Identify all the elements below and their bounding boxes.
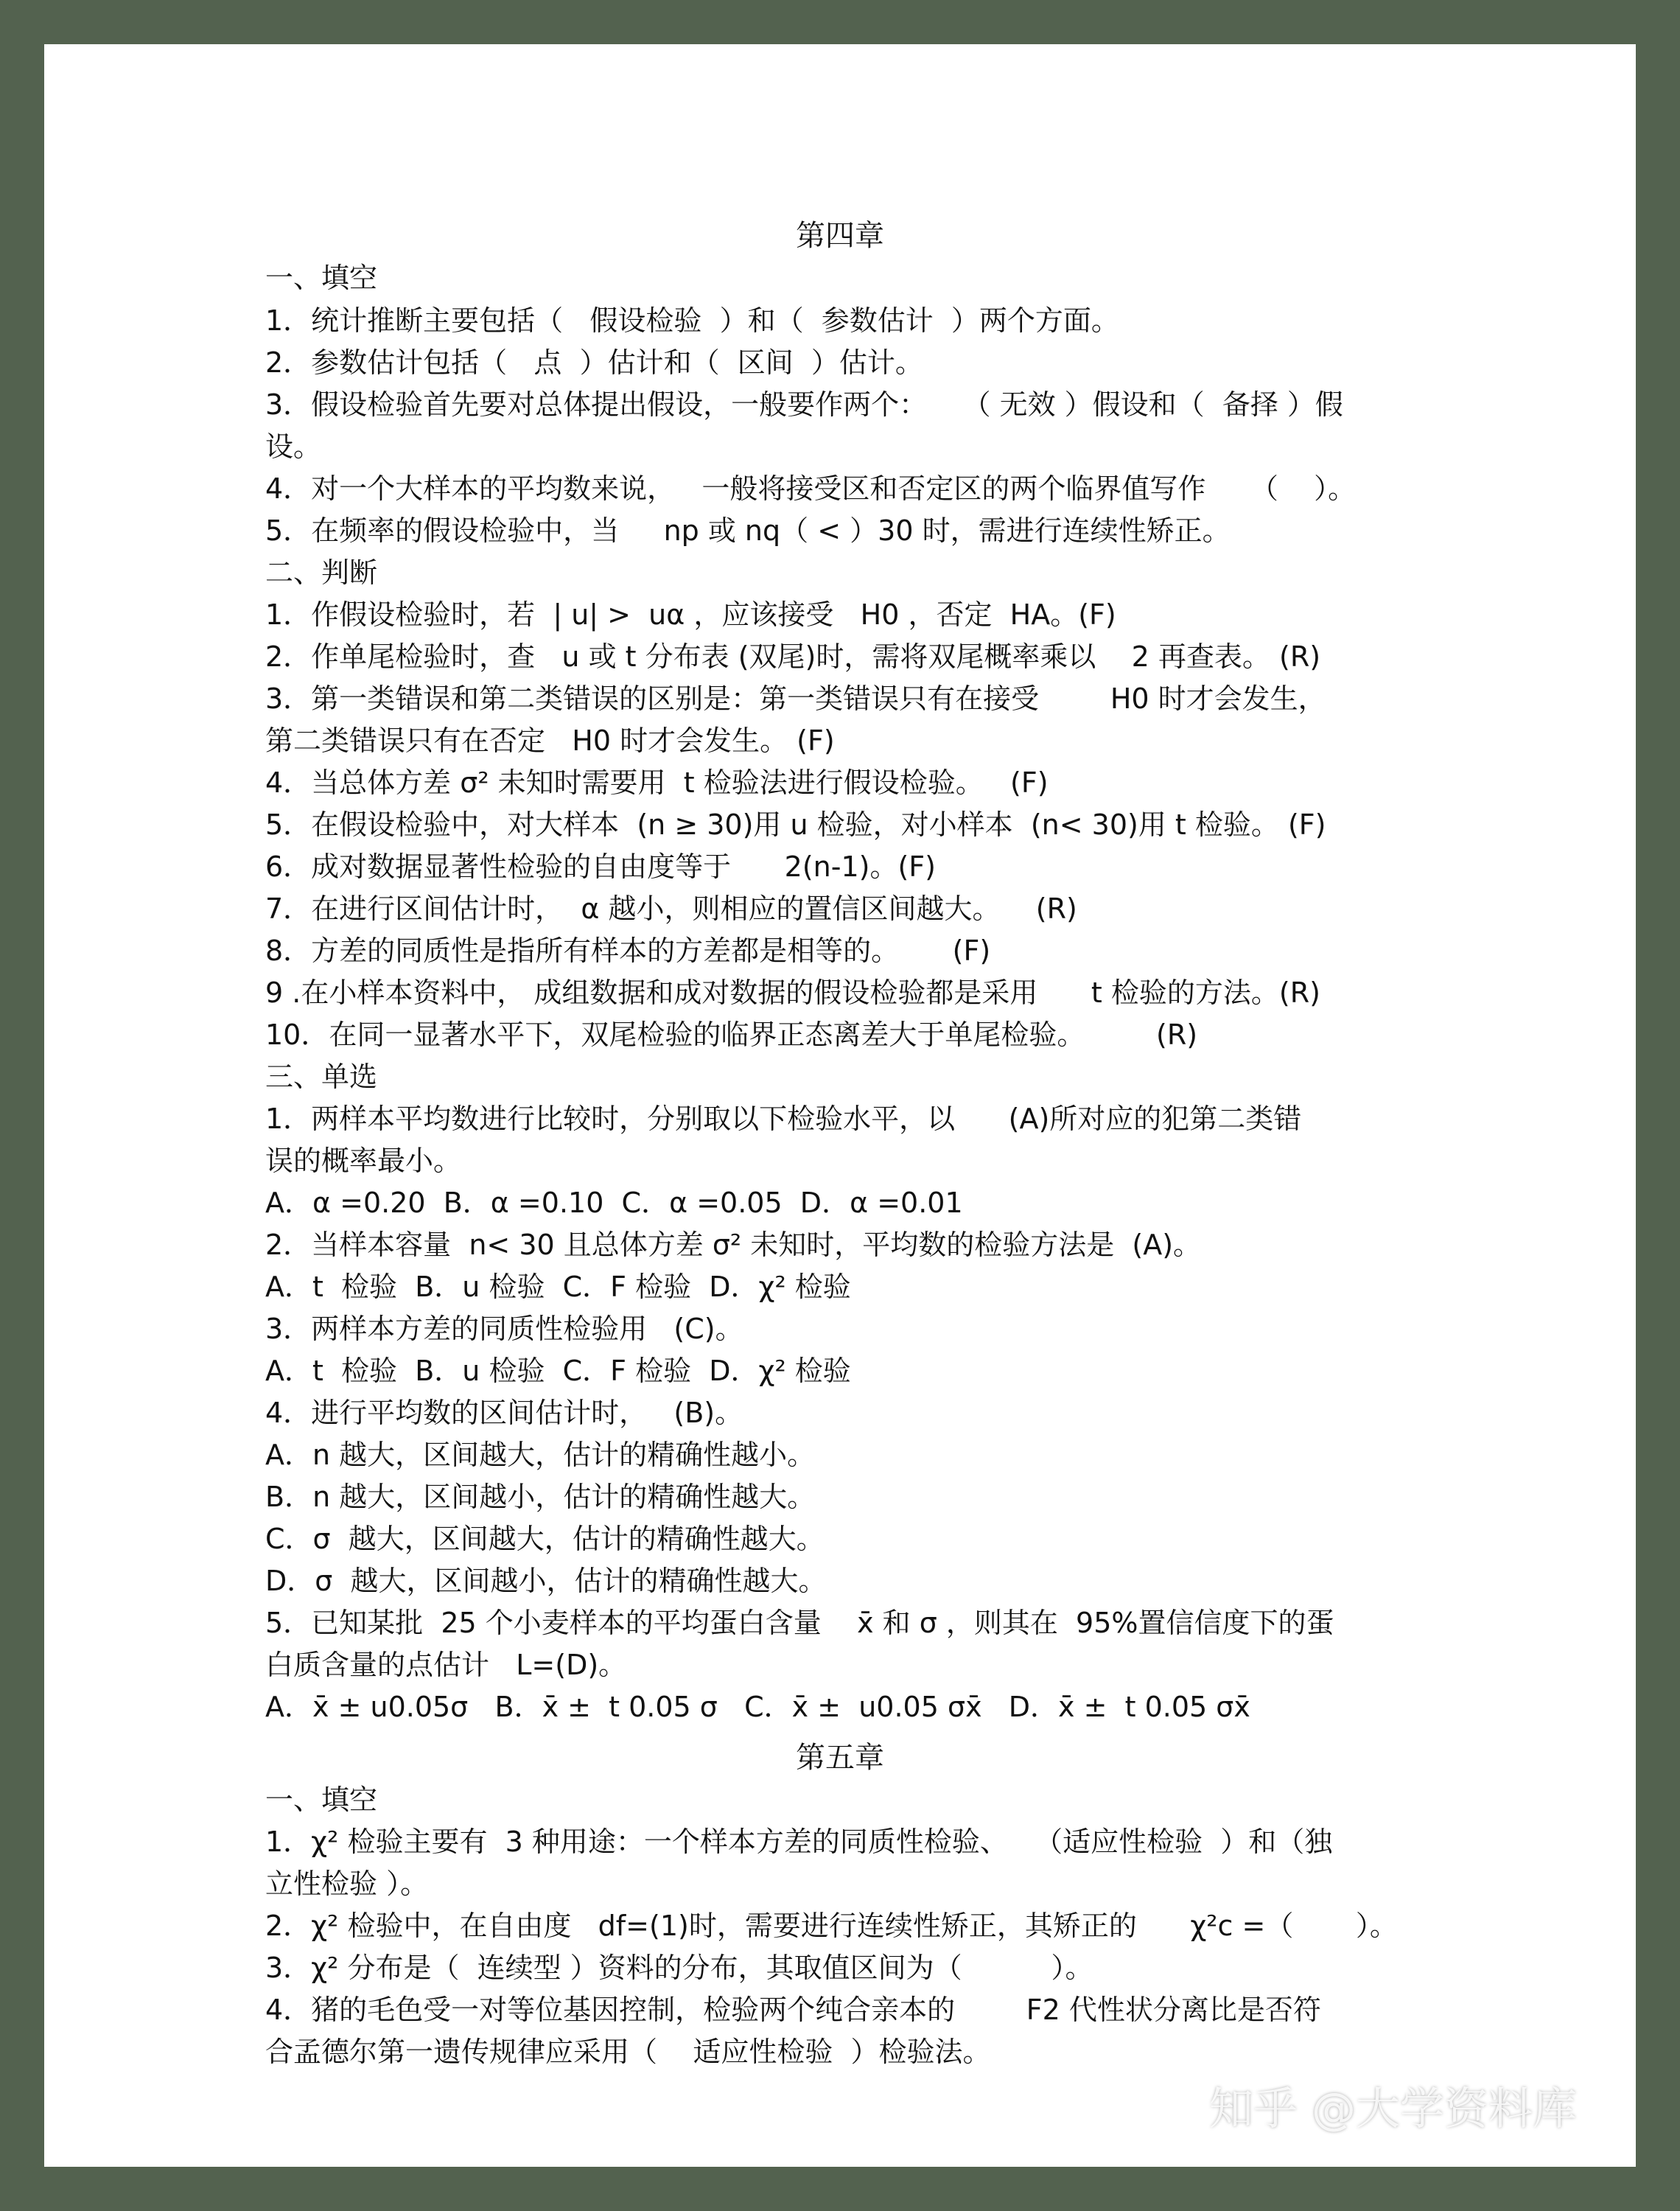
- ch4-choice-4-b: B．n 越大，区间越小，估计的精确性越大。: [265, 1481, 816, 1513]
- ch4-choice-heading: 三、单选: [265, 1061, 378, 1093]
- ch5-fill-3: 3．χ² 分布是（ 连续型 ）资料的分布，其取值区间为（ ）。: [265, 1952, 1093, 1984]
- ch5-fill-4-cont: 合孟德尔第一遗传规律应采用（ 适应性检验 ）检验法。: [265, 2036, 991, 2068]
- watermark-text: 知乎 @大学资料库: [1208, 2083, 1577, 2135]
- ch4-judge-3: 3．第一类错误和第二类错误的区别是：第一类错误只有在接受 H0 时才会发生，: [265, 682, 1326, 715]
- ch5-fill-1: 1．χ² 检验主要有 3 种用途：一个样本方差的同质性检验、 （适应性检验 ）和（独: [265, 1826, 1333, 1858]
- ch5-fill-heading: 一、填空: [265, 1784, 378, 1816]
- ch4-choice-1-cont: 误的概率最小。: [265, 1145, 462, 1177]
- ch4-choice-5: 5．已知某批 25 个小麦样本的平均蛋白含量 x̄ 和 σ ，则其在 95%置信信度下的蛋: [265, 1607, 1334, 1639]
- ch4-fill-3-cont: 设。: [265, 430, 322, 463]
- ch5-fill-2: 2．χ² 检验中，在自由度 df=(1)时，需要进行连续性矫正，其矫正的 χ²c =（ ）。: [265, 1910, 1398, 1942]
- ch4-judge-heading: 二、判断: [265, 556, 378, 589]
- document-page: [44, 44, 1636, 2167]
- ch4-judge-4: 4．当总体方差 σ² 未知时需要用 t 检验法进行假设检验。 (F): [265, 766, 1049, 799]
- ch4-judge-6: 6．成对数据显著性检验的自由度等于 2(n-1)。(F): [265, 850, 936, 883]
- ch4-judge-2: 2．作单尾检验时，查 u 或 t 分布表 (双尾)时，需将双尾概率乘以 2 再查表。 (R): [265, 640, 1321, 673]
- ch4-judge-9: 9 .在小样本资料中， 成组数据和成对数据的假设检验都是采用 t 检验的方法。(R): [265, 977, 1320, 1009]
- ch4-judge-3-cont: 第二类错误只有在否定 H0 时才会发生。 (F): [265, 724, 835, 757]
- ch5-fill-1-cont: 立性检验 ）。: [265, 1868, 429, 1900]
- ch4-choice-1: 1．两样本平均数进行比较时，分别取以下检验水平，以 (A)所对应的犯第二类错: [265, 1103, 1302, 1135]
- chapter-4-title: 第四章: [796, 219, 884, 253]
- ch4-fill-3: 3．假设检验首先要对总体提出假设，一般要作两个： （ 无效 ）假设和（ 备择 ）假: [265, 388, 1343, 421]
- ch4-fill-4: 4．对一个大样本的平均数来说， 一般将接受区和否定区的两个临界值写作 （ ）。: [265, 472, 1357, 505]
- ch4-choice-3-options: A．t 检验 B．u 检验 C．F 检验 D．χ² 检验: [265, 1355, 851, 1387]
- ch4-choice-3: 3．两样本方差的同质性检验用 (C)。: [265, 1313, 743, 1345]
- ch4-choice-2: 2．当样本容量 n< 30 且总体方差 σ² 未知时，平均数的检验方法是 (A)。: [265, 1229, 1202, 1261]
- ch4-fill-1: 1．统计推断主要包括（ 假设检验 ）和（ 参数估计 ）两个方面。: [265, 304, 1119, 337]
- ch4-choice-2-options: A．t 检验 B．u 检验 C．F 检验 D．χ² 检验: [265, 1271, 851, 1303]
- ch4-choice-4: 4．进行平均数的区间估计时， (B)。: [265, 1397, 743, 1429]
- ch4-fill-heading: 一、填空: [265, 262, 378, 294]
- ch4-judge-10: 10．在同一显著水平下，双尾检验的临界正态离差大于单尾检验。 (R): [265, 1019, 1198, 1051]
- ch4-choice-5-cont: 白质含量的点估计 L=(D)。: [265, 1649, 627, 1681]
- ch5-fill-4: 4．猪的毛色受一对等位基因控制，检验两个纯合亲本的 F2 代性状分离比是否符: [265, 1994, 1321, 2026]
- ch4-judge-1: 1．作假设检验时，若 | u| > uα ，应该接受 H0 ，否定 HA。(F): [265, 598, 1116, 631]
- ch4-judge-8: 8．方差的同质性是指所有样本的方差都是相等的。 (F): [265, 935, 991, 967]
- ch4-choice-5-options: A．x̄ ± u0.05σ B．x̄ ± t 0.05 σ C．x̄ ± u0.05 σx̄ D．x̄ ± t 0.05 σx̄: [265, 1691, 1250, 1723]
- ch4-choice-4-c: C．σ 越大，区间越大，估计的精确性越大。: [265, 1523, 825, 1555]
- ch4-judge-5: 5．在假设检验中，对大样本 (n ≥ 30)用 u 检验，对小样本 (n< 30)用 t 检验。 (F): [265, 808, 1326, 841]
- ch4-choice-4-a: A．n 越大，区间越大，估计的精确性越小。: [265, 1439, 816, 1471]
- ch4-judge-7: 7．在进行区间估计时， α 越小，则相应的置信区间越大。 (R): [265, 893, 1077, 925]
- ch4-fill-5: 5．在频率的假设检验中，当 np 或 nq（ < ）30 时，需进行连续性矫正。: [265, 514, 1231, 547]
- ch4-choice-4-d: D．σ 越大，区间越小，估计的精确性越大。: [265, 1565, 827, 1597]
- chapter-5-title: 第五章: [796, 1741, 884, 1775]
- ch4-choice-1-options: A．α =0.20 B．α =0.10 C．α =0.05 D．α =0.01: [265, 1187, 963, 1219]
- ch4-fill-2: 2．参数估计包括（ 点 ）估计和（ 区间 ）估计。: [265, 346, 923, 379]
